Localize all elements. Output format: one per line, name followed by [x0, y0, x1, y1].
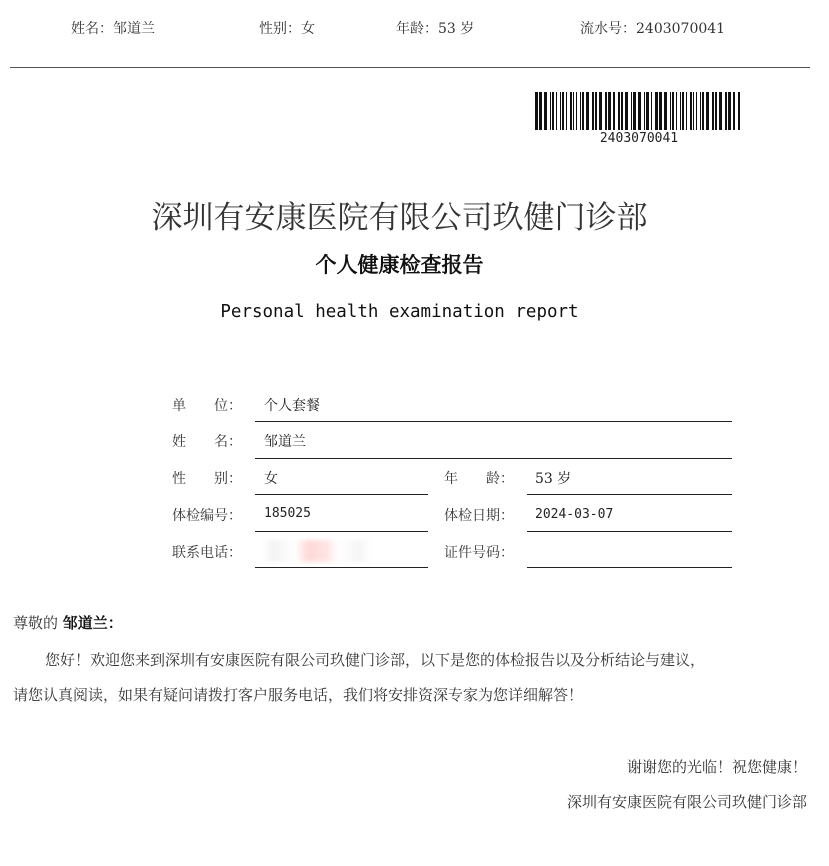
barcode-bar — [664, 92, 667, 130]
barcode-bar — [702, 92, 704, 130]
barcode-bar — [638, 92, 641, 130]
barcode-bar — [676, 92, 677, 130]
barcode-bar — [618, 92, 620, 130]
letter-line-2: 请您认真阅读，如果有疑问请拨打客户服务电话，我们将安排资深专家为您详细解答！ — [13, 686, 584, 704]
salutation-name: 邹道兰： — [62, 614, 123, 632]
barcode-bar — [686, 92, 687, 130]
barcode-number: 2403070041 — [599, 131, 679, 146]
barcode-bar — [625, 92, 628, 130]
barcode-bar — [573, 92, 574, 130]
barcode-bar — [560, 92, 561, 130]
barcode-bar — [586, 92, 589, 130]
barcode-image — [535, 92, 743, 130]
barcode-bar — [580, 92, 581, 130]
unit-value: 个人套餐 — [264, 398, 320, 414]
barcode-bar — [552, 92, 554, 130]
age-label: 年 龄： — [444, 471, 514, 487]
header-name: 姓名：邹道兰 — [71, 21, 155, 37]
barcode-bar — [696, 92, 697, 130]
salutation — [13, 612, 123, 633]
barcode-bar — [556, 92, 557, 130]
report-title-en: Personal health examination report — [220, 302, 579, 322]
exam-date-underline — [527, 531, 732, 532]
header-divider — [10, 67, 810, 68]
age-value: 53 岁 — [535, 471, 572, 487]
barcode-bar — [706, 92, 709, 130]
exam-no-underline — [255, 531, 428, 532]
barcode-bar — [570, 92, 572, 130]
barcode-bar — [621, 92, 623, 130]
barcode-bar — [672, 92, 674, 130]
gender-value: 女 — [264, 471, 278, 487]
unit-label: 单 位： — [172, 398, 242, 414]
barcode-bar — [680, 92, 681, 130]
barcode-bar — [690, 92, 692, 130]
barcode-bar — [712, 92, 714, 130]
barcode-bar — [592, 92, 594, 130]
header-gender: 性别：女 — [259, 21, 315, 37]
header-age: 年龄：53 岁 — [396, 21, 475, 37]
barcode-bar — [535, 92, 538, 130]
barcode-bar — [544, 92, 547, 130]
barcode-bar — [633, 92, 636, 130]
barcode-bar — [562, 92, 564, 130]
phone-underline — [255, 567, 428, 568]
barcode-bar — [595, 92, 597, 130]
barcode-bar — [682, 92, 684, 130]
name-label: 姓 名： — [172, 434, 242, 450]
barcode-bar — [539, 92, 542, 130]
barcode-bar — [608, 92, 611, 130]
barcode-bar — [738, 92, 740, 130]
exam-date-value: 2024-03-07 — [535, 507, 614, 522]
barcode-bar — [631, 92, 632, 130]
phone-value-redacted — [262, 540, 372, 562]
barcode-bar — [655, 92, 658, 130]
barcode-bar — [728, 92, 731, 130]
gender-label: 性 别： — [172, 471, 242, 487]
exam-no-label: 体检编号： — [172, 508, 242, 524]
header-serial: 流水号：2403070041 — [580, 21, 726, 37]
signature-text: 深圳有安康医院有限公司玖健门诊部 — [566, 793, 807, 811]
barcode-bar — [715, 92, 717, 130]
id-label: 证件号码： — [444, 545, 514, 561]
barcode-bar — [605, 92, 607, 130]
name-underline — [255, 458, 732, 459]
barcode-bar — [659, 92, 662, 130]
age-underline — [527, 494, 732, 495]
id-underline — [527, 567, 732, 568]
name-value: 邹道兰 — [264, 434, 306, 450]
phone-label: 联系电话： — [172, 545, 242, 561]
barcode-bar — [733, 92, 735, 130]
barcode-bar — [550, 92, 551, 130]
gender-underline — [255, 494, 428, 495]
thanks-text: 谢谢您的光临！祝您健康！ — [626, 758, 807, 776]
barcode-bar — [693, 92, 694, 130]
hospital-name: 深圳有安康医院有限公司玖健门诊部 — [151, 200, 648, 236]
salutation-prefix: 尊敬的 — [13, 614, 59, 632]
report-title-cn: 个人健康检查报告 — [315, 253, 484, 277]
barcode-bar — [613, 92, 615, 130]
barcode-bar — [599, 92, 602, 130]
barcode-bar — [582, 92, 584, 130]
barcode-bar — [670, 92, 671, 130]
exam-no-value: 185025 — [264, 506, 311, 521]
exam-date-label: 体检日期： — [444, 508, 514, 524]
letter-line-1: 您好！欢迎您来到深圳有安康医院有限公司玖健门诊部，以下是您的体检报告以及分析结论与建议， — [45, 651, 706, 669]
barcode-bar — [725, 92, 727, 130]
barcode-bar — [719, 92, 722, 130]
barcode-bar — [651, 92, 652, 130]
barcode-bar — [566, 92, 567, 130]
barcode-bar — [644, 92, 645, 130]
unit-underline — [255, 421, 732, 422]
barcode-bar — [700, 92, 701, 130]
barcode-bar — [646, 92, 649, 130]
barcode-bar — [576, 92, 577, 130]
